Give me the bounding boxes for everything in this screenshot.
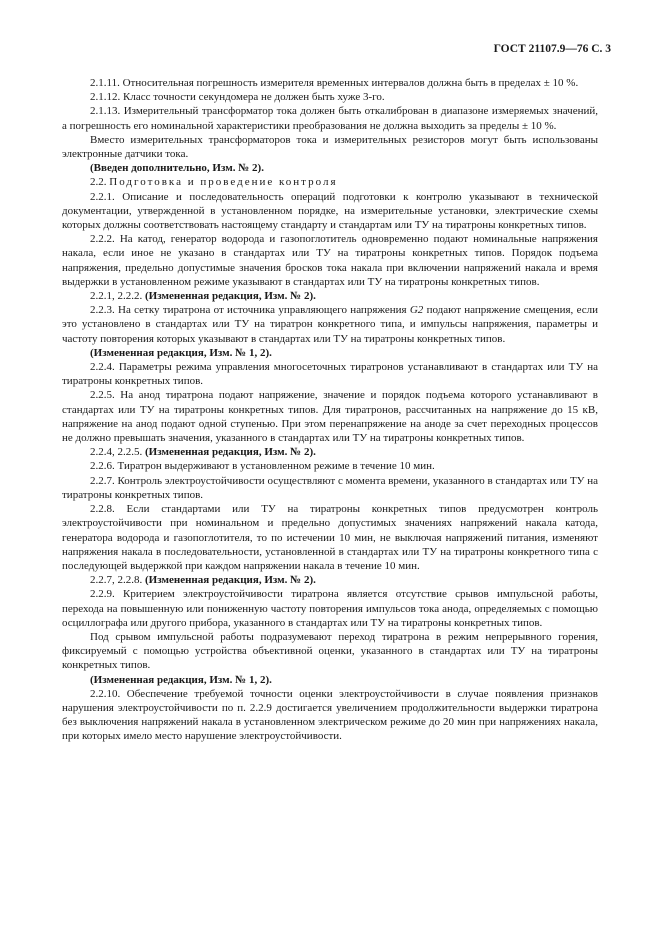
paragraph-2-2-5: 2.2.5. На анод тиратрона подают напряжение, значение и порядок подъема которого устанавливают в стандартах или ТУ на тиратроны конкретных типов. Для тиратронов, рассчитанных на напряжение до 15 кВ, напряжение на анод подают одной ступенью. При этом перенапряжение на аноде за счет переходных процессов не должно превышать значения, указанного в стандартах или ТУ на тиратроны конкретных типов. xyxy=(62,389,598,445)
clause-refs: 2.2.4, 2.2.5. xyxy=(90,446,145,459)
amendment-note: (Введен дополнительно, Изм. № 2). xyxy=(90,162,264,175)
amendment-note xyxy=(62,289,598,303)
paragraph-2-1-11: 2.1.11. Относительная погрешность измерителя временных интервалов должна быть в пределах ± 10 %. xyxy=(90,77,579,89)
paragraph-failure-definition: Под срывом импульсной работы подразумевают переход тиратрона в режим непрерывного горения, фиксируемый с помощью устройства объективной оценки, указанного в стандартах или ТУ на тиратроны конкретных типов. xyxy=(62,630,598,672)
paragraph-text: подают напряжение смещения, если это установлено в стандартах или ТУ на тиратрон конкретного типа, и импульсы напряжения, параметры и частоту повторения которых указывают в стандартах или ТУ на тиратроны конкретных типов. xyxy=(62,304,599,345)
paragraph-2-2-3 xyxy=(62,303,598,346)
paragraph-2-2-8: 2.2.8. Если стандартами или ТУ на тиратроны конкретных типов предусмотрен контроль электроустойчивости при номинальном и предельно допустимых значениях напряжений накала катода, генератора водорода и газопоглотителя, то по истечении 10 мин, не выключая напряжений питания, изменяют напряжения накала в последовательности, установленной в стандартах или ТУ на тиратроны конкретного типа с последующей выдержкой при каждом напряжении накала в течение 10 мин. xyxy=(62,503,598,572)
document-body xyxy=(62,76,598,744)
amendment-text: (Измененная редакция, Изм. № 2). xyxy=(145,446,316,459)
paragraph-2-2-6: 2.2.6. Тиратрон выдерживают в установленном режиме в течение 10 мин. xyxy=(90,460,435,473)
section-title: Подготовка и проведение контроля xyxy=(109,176,338,189)
amendment-note: (Измененная редакция, Изм. № 1, 2). xyxy=(90,346,272,359)
paragraph-text: 2.2.3. На сетку тиратрона от источника управляющего напряжения xyxy=(90,304,410,317)
paragraph-2-2-9: 2.2.9. Критерием электроустойчивости тиратрона является отсутствие срывов импульсной работы, перехода на повышенную или пониженную частоту повторения импульсов тока анода, определяемых с помощью осциллографа или другого прибора, указанного в стандартах или ТУ на тиратроны конкретных типов. xyxy=(62,588,598,629)
amendment-text: (Измененная редакция, Изм. № 2). xyxy=(145,290,316,303)
paragraph-2-2-10: 2.2.10. Обеспечение требуемой точности оценки электроустойчивости в случае появления признаков нарушения электроустойчивости по п. 2.2.9 достигается увеличением продолжительности выдержки тиратрона без выключения напряжений накала в установленном электрическом режиме до 20 мин при напряжениях накала, при которых имело место нарушение электроустойчивости. xyxy=(62,687,598,743)
paragraph-2-2-1: 2.2.1. Описание и последовательность операций подготовки к контролю указывают в технической документации, утвержденной в установленном порядке, на измерительные установки, электрические схемы которых должны соответствовать настоящему стандарту и стандартам или ТУ на тиратроны конкретных типов. xyxy=(62,190,598,232)
section-heading-2-2 xyxy=(62,175,598,189)
page-header: ГОСТ 21107.9—76 С. 3 xyxy=(493,43,611,55)
clause-refs: 2.2.1, 2.2.2. xyxy=(90,290,145,303)
paragraph-2-2-4: 2.2.4. Параметры режима управления многосеточных тиратронов устанавливают в стандартах или ТУ на тиратроны конкретных типов. xyxy=(62,361,598,388)
paragraph-alternative-sensors: Вместо измерительных трансформаторов тока и измерительных резисторов могут быть использованы электронные датчики тока. xyxy=(62,133,598,161)
paragraph-2-1-13: 2.1.13. Измерительный трансформатор тока должен быть откалиброван в диапазоне измеряемых значений, а погрешность его номинальной характеристики преобразования не должна выходить за пределы ± 10 %. xyxy=(62,105,598,132)
paragraph-2-2-2: 2.2.2. На катод, генератор водорода и газопоглотитель одновременно подают номинальные напряжения накала, если иное не указано в стандартах или ТУ на тиратроны конкретных типов. Порядок подъема напряжения, предельно допустимые значения бросков тока накала при включении напряжений накала и время выдержки в установленном режиме указывают в стандартах или ТУ на тиратроны конкретных типов. xyxy=(62,233,598,288)
amendment-note: (Измененная редакция, Изм. № 1, 2). xyxy=(90,673,272,686)
section-number: 2.2. xyxy=(90,176,110,189)
amendment-text: (Измененная редакция, Изм. № 2). xyxy=(145,574,316,587)
amendment-note xyxy=(62,573,598,587)
amendment-note xyxy=(62,445,598,459)
grid-symbol: G2 xyxy=(409,304,424,317)
paragraph-2-1-12: 2.1.12. Класс точности секундомера не должен быть хуже 3-го. xyxy=(90,91,385,104)
paragraph-2-2-7: 2.2.7. Контроль электроустойчивости осуществляют с момента времени, указанного в стандартах или ТУ на тиратроны конкретных типов. xyxy=(62,474,598,501)
clause-refs: 2.2.7, 2.2.8. xyxy=(90,574,145,587)
